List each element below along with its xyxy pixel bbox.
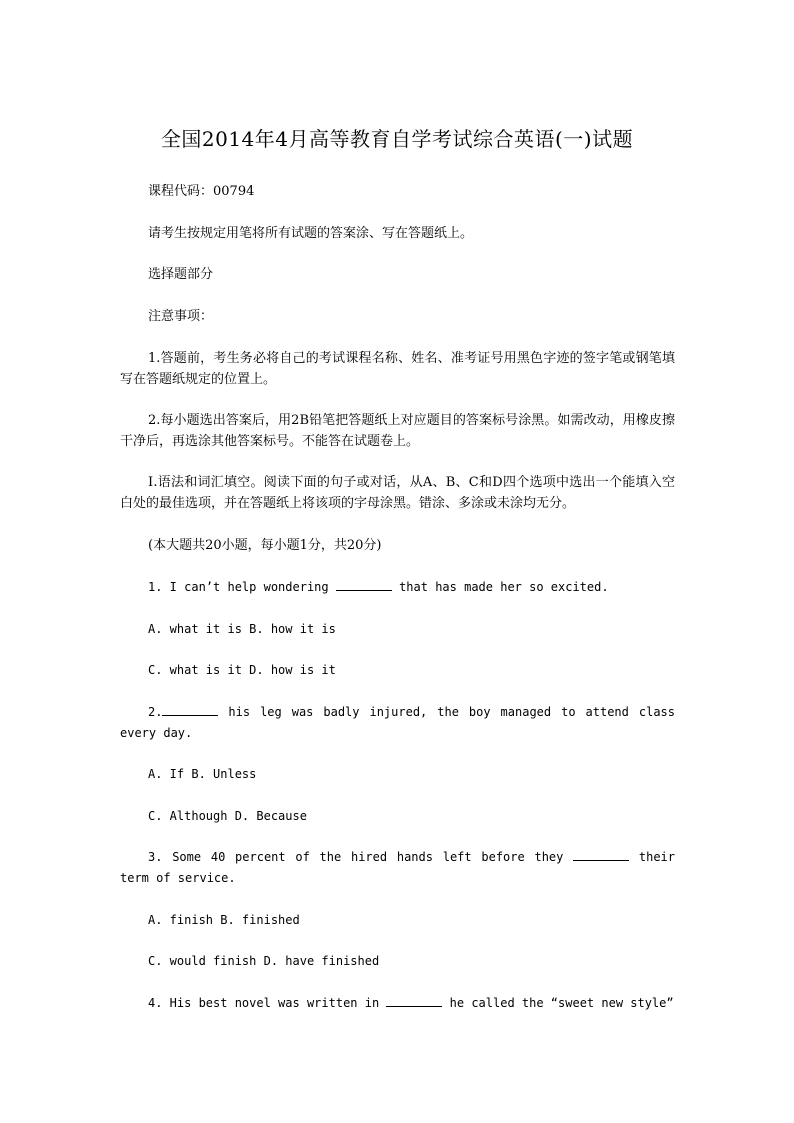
question-stem-after: his leg was badly injured, the boy managed to attend class every day. [120,705,683,740]
question-3-options-row-2: C. would finish D. have finished [148,954,380,968]
notes-label: 注意事项： [148,309,214,324]
question-stem-before: 2. [148,705,163,719]
page-title: 全国2014年4月高等教育自学考试综合英语(一)试题 [160,127,634,151]
note-item-1: 1.答题前，考生务必将自己的考试课程名称、姓名、准考证号用黑色字迹的签字笔或钢笔填写在答题纸规定的位置上。 [120,351,675,387]
question-stem-after: their term of service. [120,850,683,885]
question-4-stem [120,993,675,1014]
question-stem-before: 4. His best novel was written in [148,996,387,1010]
answer-blank [573,848,629,861]
question-1-options-row-1: A. what it is B. how it is [148,622,336,636]
question-stem-after: he called the “sweet new style” [442,996,674,1010]
question-2-options-row-1: A. If B. Unless [148,767,257,781]
question-3-stem [120,847,683,889]
instruction-text: 请考生按规定用笔将所有试题的答案涂、写在答题纸上。 [148,226,474,241]
section-label: 选择题部分 [148,267,214,282]
question-1-options-row-2: C. what is it D. how is it [148,663,336,677]
question-stem-before: 1. I can’t help wondering [148,580,336,594]
question-stem-before: 3. Some 40 percent of the hired hands left before they [148,850,574,864]
answer-blank [336,578,392,591]
question-stem-after: that has made her so excited. [391,580,609,594]
answer-blank [162,703,218,716]
part-1-scoring: (本大题共20小题，每小题1分，共20分) [148,538,382,553]
course-code: 课程代码：00794 [148,184,255,199]
part-1-instructions: Ⅰ.语法和词汇填空。阅读下面的句子或对话，从A、B、C和D四个选项中选出一个能填入空白处的最佳选项，并在答题纸上将该项的字母涂黑。错涂、多涂或未涂均无分。 [120,475,675,511]
note-item-2: 2.每小题选出答案后，用2B铅笔把答题纸上对应题目的答案标号涂黑。如需改动，用橡皮擦干净后，再选涂其他答案标号。不能答在试题卷上。 [120,413,675,449]
question-2-stem [120,702,683,744]
question-3-options-row-1: A. finish B. finished [148,913,300,927]
answer-blank [386,994,442,1007]
question-2-options-row-2: C. Although D. Because [148,809,307,823]
question-1-stem [120,577,675,598]
